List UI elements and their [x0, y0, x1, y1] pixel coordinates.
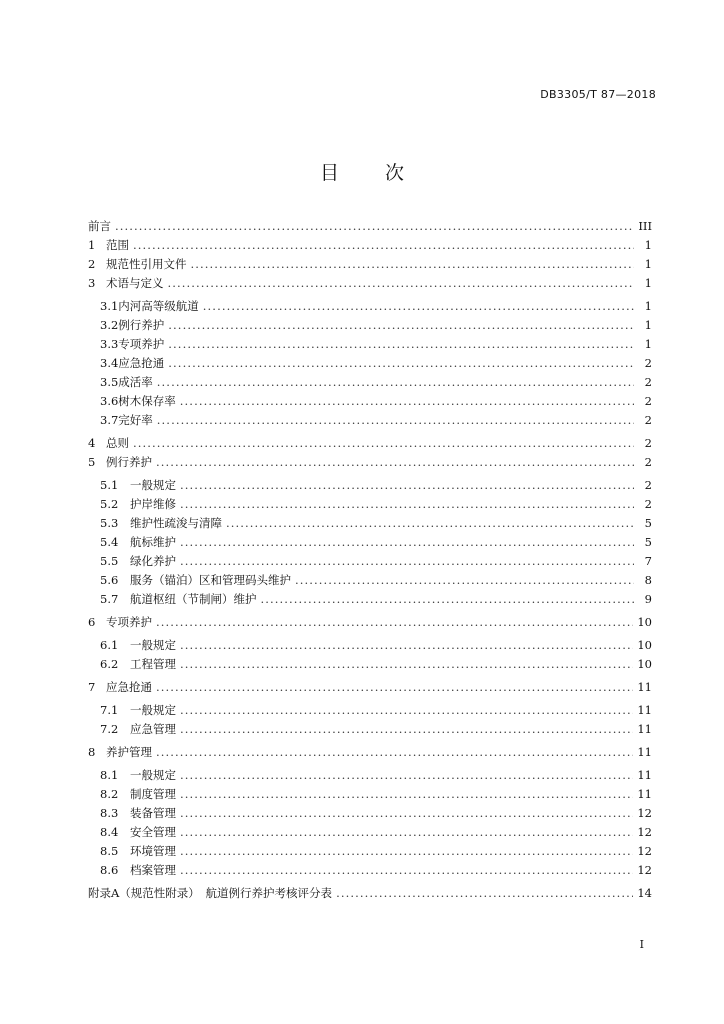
toc-entry-text: 航道枢纽（节制闸）维护 — [130, 592, 257, 606]
toc-entry-page: 2 — [644, 394, 652, 408]
toc-entry-number: 4 — [88, 436, 96, 450]
toc-entry-number: 8.4 — [100, 825, 119, 839]
toc-entry-page: 12 — [637, 825, 652, 839]
toc-entry-label — [100, 553, 176, 569]
toc-entry-number: 8.5 — [100, 844, 119, 858]
toc-entry-label — [100, 721, 176, 737]
toc-entry-number: 8.1 — [100, 768, 119, 782]
toc-entry-page: 11 — [637, 787, 652, 801]
toc-entry[interactable] — [88, 275, 652, 294]
toc-entry-number: 8 — [88, 745, 96, 759]
toc-entry-page: 11 — [637, 722, 652, 736]
toc-entry-text: 树木保存率 — [118, 394, 176, 408]
toc-entry-text: 例行养护 — [106, 455, 152, 469]
toc-leader-dots — [168, 356, 634, 370]
toc-entry-page: 1 — [644, 337, 652, 351]
toc-entry-page: 1 — [644, 299, 652, 313]
toc-entry[interactable] — [88, 553, 652, 572]
toc-entry-page: 2 — [644, 478, 652, 492]
toc-leader-dots — [180, 497, 634, 511]
toc-entry-label — [100, 572, 291, 588]
toc-entry-text: 应急管理 — [130, 722, 176, 736]
toc-entry-page: 11 — [637, 703, 652, 717]
toc-entry-text: 内河高等级航道 — [118, 299, 199, 313]
toc-leader-dots — [156, 455, 634, 469]
toc-entry-text: 成活率 — [118, 375, 153, 389]
toc-entry-page: 12 — [637, 863, 652, 877]
toc-entry-label — [88, 218, 111, 234]
toc-leader-dots — [180, 787, 633, 801]
toc-entry-text: 附录A（规范性附录） 航道例行养护考核评分表 — [88, 886, 333, 900]
toc-entry-label — [100, 843, 176, 859]
toc-entry-number: 3.2 — [100, 318, 119, 332]
toc-entry-text: 完好率 — [118, 413, 153, 427]
toc-entry-text: 术语与定义 — [106, 276, 164, 290]
toc-entry-page: 11 — [637, 768, 652, 782]
page-number: I — [639, 938, 644, 951]
toc-leader-dots — [180, 394, 634, 408]
toc-entry-page: 2 — [644, 455, 652, 469]
toc-leader-dots — [115, 219, 634, 233]
toc-leader-dots — [336, 886, 633, 900]
toc-entry-text: 专项养护 — [118, 337, 165, 351]
toc-entry[interactable] — [88, 572, 652, 591]
toc-entry-text: 一般规定 — [130, 478, 176, 492]
toc-entry-label — [100, 374, 153, 390]
toc-entry-text: 应急抢通 — [106, 680, 152, 694]
toc-entry-number: 5.5 — [100, 554, 119, 568]
toc-leader-dots — [133, 238, 634, 252]
toc-entry[interactable] — [88, 317, 652, 336]
toc-entry-text: 一般规定 — [130, 768, 176, 782]
toc-entry-label — [88, 256, 187, 272]
toc-entry-label — [100, 786, 176, 802]
toc-entry-number: 5.6 — [100, 573, 119, 587]
toc-leader-dots — [180, 535, 634, 549]
toc-entry-number: 7 — [88, 680, 96, 694]
toc-leader-dots — [157, 413, 634, 427]
toc-entry-page: 2 — [644, 436, 652, 450]
toc-entry-number: 5.1 — [100, 478, 119, 492]
toc-entry-number: 8.6 — [100, 863, 119, 877]
toc-entry-number: 6.1 — [100, 638, 119, 652]
toc-leader-dots — [180, 825, 633, 839]
toc-entry-page: 12 — [637, 806, 652, 820]
toc-entry-number: 3 — [88, 276, 96, 290]
toc-entry-page: 12 — [637, 844, 652, 858]
toc-leader-dots — [180, 806, 633, 820]
toc-entry-label — [100, 767, 176, 783]
toc-leader-dots — [180, 844, 633, 858]
doc-code: DB3305/T 87—2018 — [540, 88, 656, 101]
toc-entry-page: 1 — [644, 276, 652, 290]
toc-entry-text: 例行养护 — [118, 318, 165, 332]
toc-entry[interactable] — [88, 477, 652, 496]
toc-entry[interactable] — [88, 824, 652, 843]
toc-entry[interactable] — [88, 767, 652, 786]
toc-entry-number: 5.2 — [100, 497, 119, 511]
toc-entry[interactable] — [88, 298, 652, 317]
toc-entry-number: 3.6 — [100, 394, 119, 408]
toc-entry-text: 环境管理 — [130, 844, 176, 858]
toc-entry-label — [100, 355, 164, 371]
toc-entry[interactable] — [88, 702, 652, 721]
toc-entry-number: 1 — [88, 238, 96, 252]
toc-leader-dots — [168, 337, 634, 351]
toc-entry[interactable] — [88, 412, 652, 431]
toc-leader-dots — [168, 276, 635, 290]
toc-entry-text: 工程管理 — [130, 657, 176, 671]
toc-entry[interactable] — [88, 336, 652, 355]
toc-entry-page: 10 — [637, 638, 652, 652]
toc-leader-dots — [180, 554, 634, 568]
toc-title-part1: 目 — [319, 162, 339, 184]
toc-entry-page: 2 — [644, 356, 652, 370]
toc-entry-label — [88, 885, 332, 901]
toc-entry-page: 1 — [644, 257, 652, 271]
toc-leader-dots — [133, 436, 634, 450]
toc-entry-number: 5.3 — [100, 516, 119, 530]
toc-entry-page: 11 — [637, 745, 652, 759]
toc-entry-number: 8.3 — [100, 806, 119, 820]
toc-entry[interactable] — [88, 614, 652, 633]
toc-entry[interactable] — [88, 515, 652, 534]
toc-leader-dots — [226, 516, 634, 530]
toc-entry-page: 2 — [644, 413, 652, 427]
toc-leader-dots — [156, 680, 633, 694]
toc-leader-dots — [180, 638, 633, 652]
toc-entry-label — [100, 515, 222, 531]
toc-entry[interactable] — [88, 786, 652, 805]
toc-entry-number: 3.7 — [100, 413, 119, 427]
toc-entry-text: 总则 — [106, 436, 129, 450]
toc-entry-label — [100, 637, 176, 653]
toc-entry[interactable] — [88, 885, 652, 904]
toc-entry-label — [100, 393, 176, 409]
toc-entry-text: 档案管理 — [130, 863, 176, 877]
toc-leader-dots — [180, 722, 633, 736]
toc-entry-text: 前言 — [88, 219, 111, 233]
toc-entry-page: 9 — [644, 592, 652, 606]
toc-entry-text: 一般规定 — [130, 703, 176, 717]
toc-entry-label — [100, 477, 176, 493]
toc-entry-page: 1 — [644, 238, 652, 252]
toc-entry-number: 6.2 — [100, 657, 119, 671]
toc-entry-page: 2 — [644, 497, 652, 511]
toc-entry-page: 8 — [644, 573, 652, 587]
toc-entry[interactable] — [88, 454, 652, 473]
toc-entry-number: 2 — [88, 257, 96, 271]
toc-entry[interactable] — [88, 534, 652, 553]
toc-entry-label — [100, 824, 176, 840]
toc-entry-page: 5 — [644, 516, 652, 530]
toc-entry[interactable] — [88, 393, 652, 412]
toc-entry-page: 7 — [644, 554, 652, 568]
toc-entry[interactable] — [88, 355, 652, 374]
toc-entry-number: 3.3 — [100, 337, 119, 351]
toc-entry-text: 装备管理 — [130, 806, 176, 820]
toc-entry-text: 一般规定 — [130, 638, 176, 652]
toc-entry[interactable] — [88, 805, 652, 824]
toc-entry-label — [88, 614, 152, 630]
toc-entry-text: 绿化养护 — [130, 554, 176, 568]
toc-entry[interactable] — [88, 237, 652, 256]
toc-entry[interactable] — [88, 435, 652, 454]
toc-entry-text: 制度管理 — [130, 787, 176, 801]
toc-leader-dots — [203, 299, 634, 313]
toc-entry-number: 7.2 — [100, 722, 119, 736]
toc-entry[interactable] — [88, 721, 652, 740]
toc-entry-label — [88, 237, 129, 253]
toc-entry[interactable] — [88, 218, 652, 237]
toc-entry-number: 5 — [88, 455, 96, 469]
toc-leader-dots — [261, 592, 635, 606]
toc-entry-label — [100, 298, 199, 314]
toc-entry-text: 航标维护 — [130, 535, 176, 549]
toc-entry-text: 规范性引用文件 — [106, 257, 187, 271]
toc-entry-page: 11 — [637, 680, 652, 694]
toc-entry-label — [88, 435, 129, 451]
toc-entry-text: 维护性疏浚与清障 — [130, 516, 222, 530]
toc-entry[interactable] — [88, 256, 652, 275]
toc-entry-number: 7.1 — [100, 703, 119, 717]
toc-entry-label — [88, 679, 152, 695]
toc-entry-text: 安全管理 — [130, 825, 176, 839]
toc-entry-label — [100, 656, 176, 672]
toc-entry-page: III — [638, 219, 652, 233]
toc-leader-dots — [180, 657, 633, 671]
toc-entry-label — [88, 275, 164, 291]
toc-entry-label — [100, 702, 176, 718]
toc-entry-text: 服务（锚泊）区和管理码头维护 — [130, 573, 291, 587]
toc-leader-dots — [157, 375, 634, 389]
toc-entry[interactable] — [88, 744, 652, 763]
toc-leader-dots — [180, 478, 634, 492]
toc-leader-dots — [156, 745, 633, 759]
toc-entry-text: 专项养护 — [106, 615, 152, 629]
toc-entry-label — [100, 336, 164, 352]
toc-entry[interactable] — [88, 656, 652, 675]
toc-leader-dots — [168, 318, 634, 332]
toc-entry[interactable] — [88, 496, 652, 515]
toc-title — [0, 158, 724, 185]
toc-entry[interactable] — [88, 679, 652, 698]
toc-entry-page: 14 — [637, 886, 652, 900]
toc-leader-dots — [156, 615, 633, 629]
toc-leader-dots — [180, 703, 633, 717]
toc-entry[interactable] — [88, 374, 652, 393]
toc-entry-label — [88, 454, 152, 470]
toc-entry-number: 6 — [88, 615, 96, 629]
toc-leader-dots — [180, 863, 633, 877]
toc-entry-text: 护岸维修 — [130, 497, 176, 511]
toc-entry-number: 3.4 — [100, 356, 119, 370]
toc-entry[interactable] — [88, 862, 652, 881]
toc-entry-number: 3.1 — [100, 299, 119, 313]
toc-entry-label — [88, 744, 152, 760]
toc-entry-label — [100, 862, 176, 878]
toc-entry-label — [100, 534, 176, 550]
toc-leader-dots — [191, 257, 635, 271]
toc-entry-label — [100, 496, 176, 512]
toc-entry[interactable] — [88, 591, 652, 610]
toc-entry-page: 10 — [637, 657, 652, 671]
toc-leader-dots — [180, 768, 633, 782]
toc-entry-label — [100, 805, 176, 821]
toc-entry-number: 3.5 — [100, 375, 119, 389]
toc-entry-text: 养护管理 — [106, 745, 152, 759]
toc-entry-label — [100, 591, 257, 607]
toc-entry-text: 范围 — [106, 238, 129, 252]
toc-entry-page: 2 — [644, 375, 652, 389]
toc-entry-label — [100, 317, 164, 333]
table-of-contents — [88, 218, 652, 904]
toc-title-part2: 次 — [385, 162, 405, 184]
toc-entry-page: 10 — [637, 615, 652, 629]
toc-entry-number: 8.2 — [100, 787, 119, 801]
toc-entry-page: 5 — [644, 535, 652, 549]
toc-entry-label — [100, 412, 153, 428]
toc-leader-dots — [295, 573, 634, 587]
toc-entry-number: 5.7 — [100, 592, 119, 606]
toc-entry-page: 1 — [644, 318, 652, 332]
toc-entry[interactable] — [88, 637, 652, 656]
toc-entry-number: 5.4 — [100, 535, 119, 549]
toc-entry-text: 应急抢通 — [118, 356, 165, 370]
toc-entry[interactable] — [88, 843, 652, 862]
